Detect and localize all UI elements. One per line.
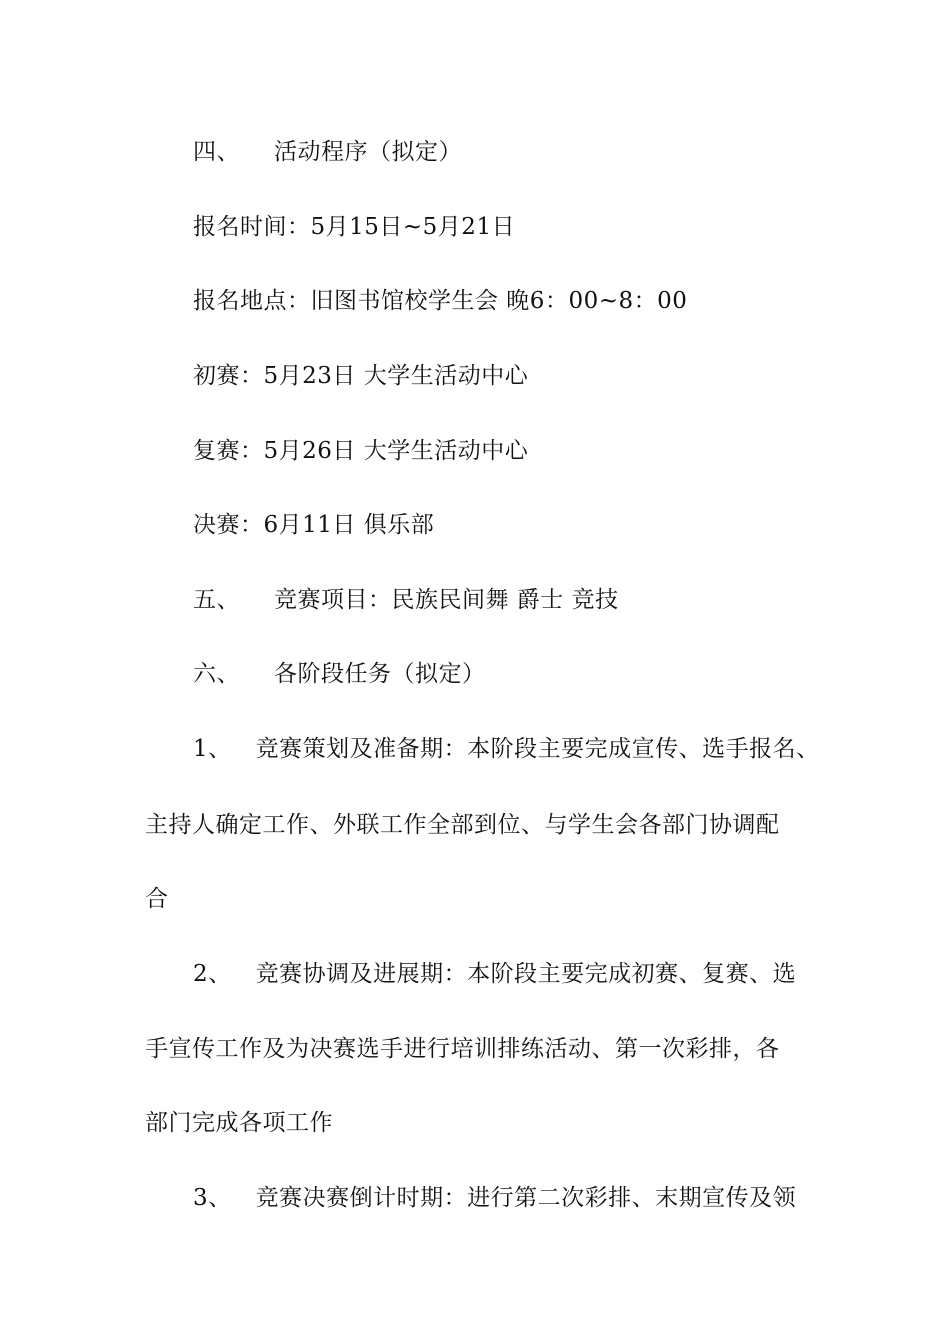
task-2-line-2: 手宣传工作及为决赛选手进行培训排练活动、第一次彩排，各 (145, 1036, 780, 1062)
schedule-preliminary: 初赛：5月23日 大学生活动中心 (193, 363, 529, 389)
task-1-line-1 (193, 734, 820, 764)
schedule-final: 决赛：6月11日 俱乐部 (193, 512, 435, 538)
section-title: 各阶段任务（拟定） (274, 661, 486, 687)
task-number: 3、 (193, 1185, 232, 1211)
task-1-line-2: 主持人确定工作、外联工作全部到位、与学生会各部门协调配 (145, 812, 780, 838)
task-number: 1、 (193, 736, 232, 762)
section-heading-5 (193, 585, 619, 615)
task-text: 竞赛策划及准备期：本阶段主要完成宣传、选手报名、 (255, 736, 820, 762)
section-heading-6 (193, 659, 486, 689)
section-number: 六、 (193, 661, 240, 687)
task-1-line-3: 合 (145, 886, 169, 912)
section-heading-4 (193, 137, 462, 167)
task-text: 竞赛协调及进展期：本阶段主要完成初赛、复赛、选 (255, 961, 797, 987)
section-title: 竞赛项目：民族民间舞 爵士 竞技 (274, 587, 619, 613)
section-title: 活动程序（拟定） (274, 139, 462, 165)
section-number: 四、 (193, 139, 240, 165)
task-3-line-1 (193, 1183, 796, 1213)
task-text: 竞赛决赛倒计时期：进行第二次彩排、末期宣传及领 (255, 1185, 797, 1211)
section-number: 五、 (193, 587, 240, 613)
schedule-registration-place: 报名地点：旧图书馆校学生会 晚6：00~8：00 (193, 288, 688, 314)
task-number: 2、 (193, 961, 232, 987)
schedule-registration-time: 报名时间：5月15日~5月21日 (193, 214, 516, 240)
schedule-semifinal: 复赛：5月26日 大学生活动中心 (193, 438, 529, 464)
task-2-line-3: 部门完成各项工作 (145, 1110, 333, 1136)
task-2-line-1 (193, 959, 796, 989)
